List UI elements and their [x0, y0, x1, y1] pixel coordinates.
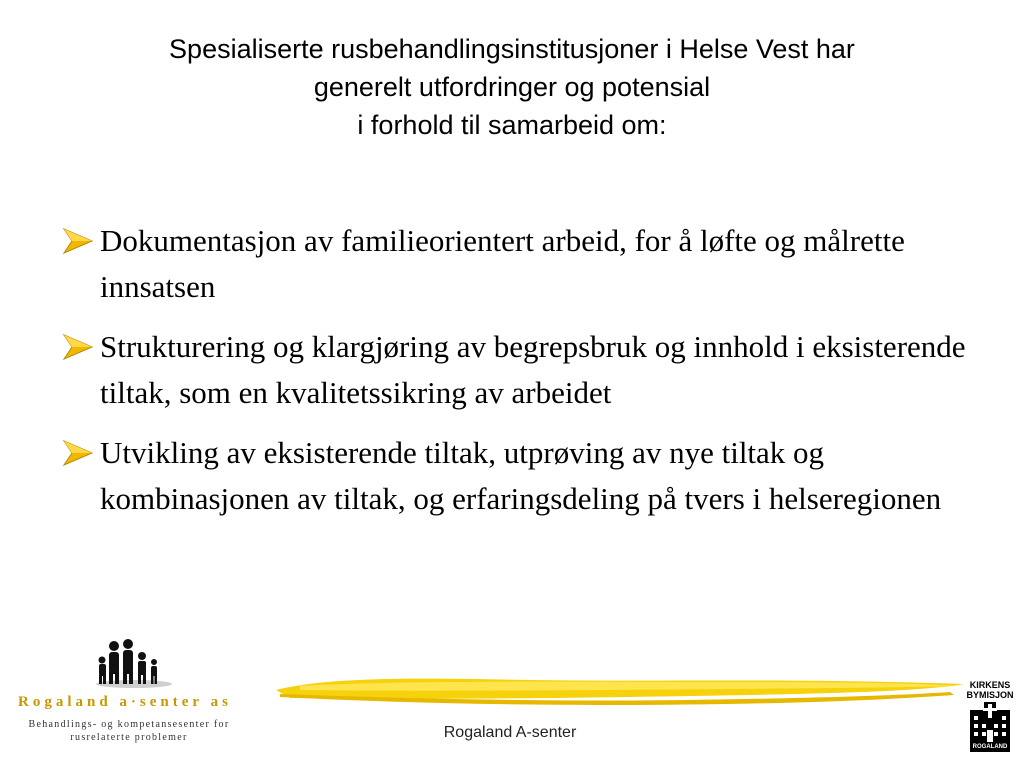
- company-name: Rogaland a·senter as: [18, 694, 232, 710]
- arrow-bullet-icon: [62, 439, 94, 467]
- slide-title: [40, 30, 984, 144]
- kb-line-2: BYMISJON: [966, 690, 1014, 700]
- arrow-bullet-icon: [62, 333, 94, 361]
- city-building-icon: [970, 702, 1010, 742]
- kb-line-1: KIRKENS: [969, 680, 1011, 690]
- title-line-1: Spesialiserte rusbehandlingsinstitusjoner i Helse Vest har: [169, 34, 855, 64]
- bullet-item: [62, 324, 972, 416]
- bullet-item: [62, 430, 972, 522]
- bullet-item: [62, 218, 972, 310]
- bullet-text: Utvikling av eksisterende tiltak, utprøving av nye tiltak og kombinasjonen av tiltak, og erfaringsdeling på tvers i helseregionen: [100, 435, 942, 516]
- footer-text: Rogaland A-senter: [443, 724, 577, 741]
- bullet-text: Strukturering og klargjøring av begrepsbruk og innhold i eksisterende tiltak, som en kvalitetssikring av arbeidet: [100, 329, 966, 410]
- bullet-text: Dokumentasjon av familieorientert arbeid, for å løfte og målrette innsatsen: [100, 223, 905, 304]
- kirkens-bymisjon-logo-icon: [966, 680, 1014, 752]
- family-silhouette-icon: [92, 638, 172, 690]
- kb-region: ROGALAND: [970, 742, 1010, 752]
- arrow-bullet-icon: [62, 227, 94, 255]
- title-line-2: generelt utfordringer og potensial: [313, 72, 711, 102]
- yellow-brush-stroke: [270, 668, 970, 712]
- rogaland-a-senter-logo: [14, 638, 264, 748]
- company-tagline: Behandlings- og kompetansesenter for rusrelaterte problemer: [28, 719, 230, 743]
- bullet-list: [62, 218, 972, 536]
- kb-name: [966, 680, 1014, 700]
- title-line-3: i forhold til samarbeid om:: [357, 110, 667, 140]
